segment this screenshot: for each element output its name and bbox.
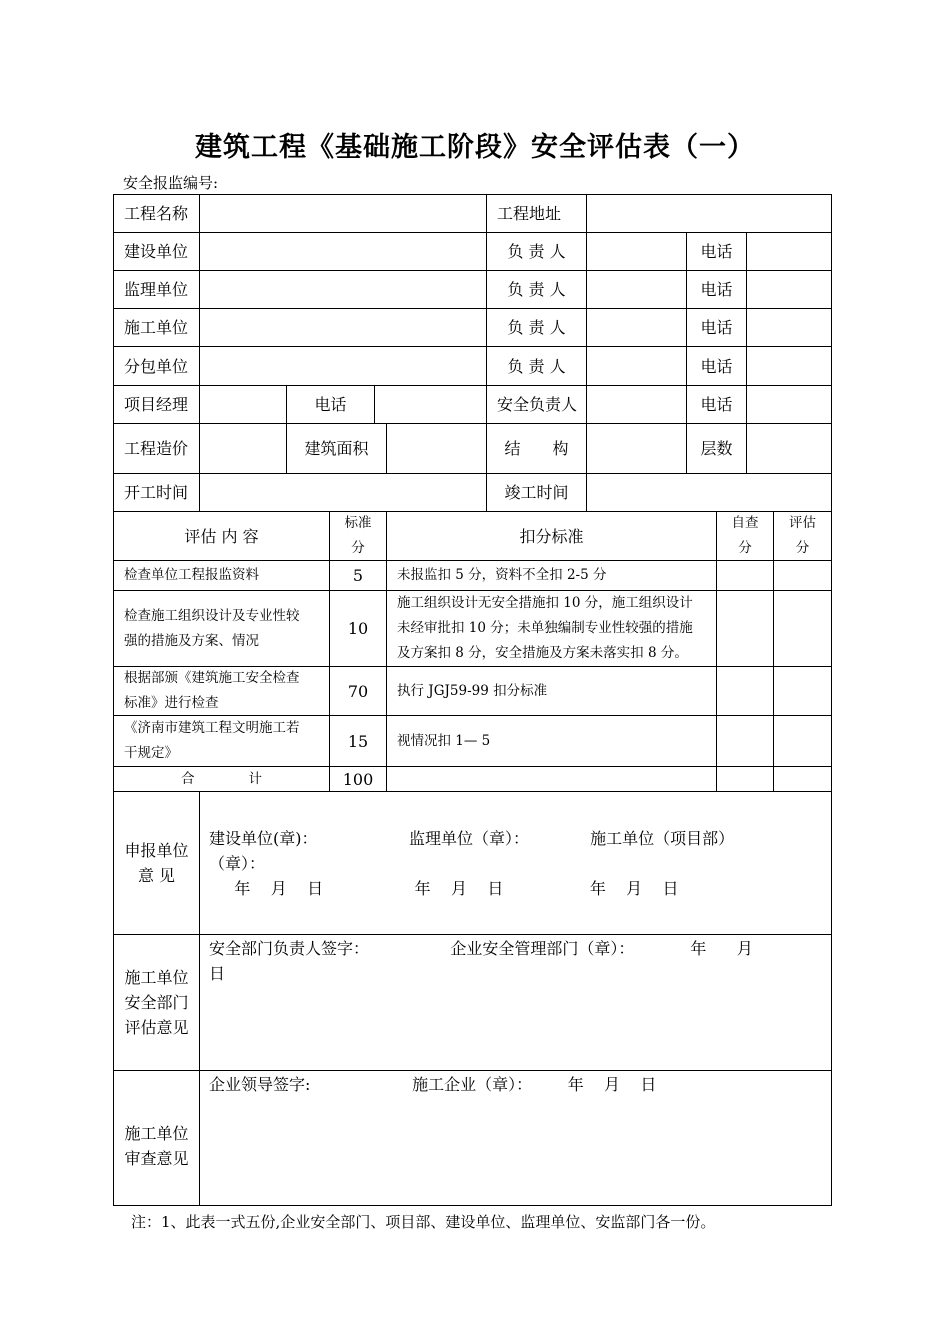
label-supervision-unit: 监理单位 [124,280,189,299]
eval-row-content: 根据部颁《建筑施工安全检查 标准》进行检查 [124,670,300,711]
label-project-address: 工程地址 [497,204,562,223]
eval-row-deduction: 视情况扣 1— 5 [397,732,491,749]
total-label: 合 计 [181,770,262,787]
safety-opinion-label: 施工单位 安全部门 评估意见 [124,968,189,1037]
review-opinion-label: 施工单位 审查意见 [124,1124,189,1168]
page-title: 建筑工程《基础施工阶段》安全评估表（一） [195,132,755,163]
report-number-label: 安全报监编号: [123,174,219,192]
footnote: 注：1、此表一式五份,企业安全部门、项目部、建设单位、监理单位、安监部门各一份。 [131,1213,716,1231]
safety-opinion-line-2: 日 [209,964,226,983]
eval-row-content: 检查单位工程报监资料 [124,567,259,583]
label-person-in-charge: 负 责 人 [507,242,566,261]
eval-row-deduction: 未报监扣 5 分，资料不全扣 2-5 分 [397,567,607,583]
declare-opinion-line-1: 建设单位(章)： 监理单位（章）： 施工单位（项目部） [209,829,735,848]
label-person-in-charge: 负 责 人 [507,318,566,337]
review-opinion-line-1: 企业领导签字: 施工企业（章）： 年 月 日 [209,1075,657,1094]
safety-opinion-line-1: 安全部门负责人签字： 企业安全管理部门（章）： 年 月 [209,939,753,958]
eval-row-deduction: 执行 JGJ59-99 扣分标准 [397,682,548,699]
declare-opinion-dates: 年 月 日 年 月 日 年 月 日 [209,879,679,898]
label-start-time: 开工时间 [124,483,189,502]
label-completion-time: 竣工时间 [504,483,569,502]
label-building-area: 建筑面积 [304,439,369,458]
eval-row-score: 10 [347,619,369,638]
label-construction-unit: 建设单位 [124,242,189,261]
label-person-in-charge: 负 责 人 [507,280,566,299]
label-phone: 电话 [700,356,733,376]
eval-header-content: 评估 内 容 [184,526,259,546]
label-project-manager: 项目经理 [124,395,189,414]
label-phone: 电话 [700,318,733,337]
label-safety-officer: 安全负责人 [497,395,578,414]
label-phone: 电话 [700,242,733,261]
total-score: 100 [342,769,374,789]
declare-opinion-line-2: （章）： [209,854,266,873]
eval-row-score: 70 [347,681,369,701]
eval-row-score: 5 [352,566,364,585]
eval-header-deduction: 扣分标准 [519,526,584,546]
label-structure: 结 构 [504,439,569,458]
eval-row-content: 《济南市建筑工程文明施工若 干规定》 [124,720,300,761]
label-subcontract-unit: 分包单位 [124,356,189,376]
label-floors: 层数 [700,439,733,458]
eval-row-deduction: 施工组织设计无安全措施扣 10 分，施工组织设计 未经审批扣 10 分；未单独编制专业性较强的措施 及方案扣 8 分，安全措施及方案未落实扣 8 分。 [397,595,693,661]
eval-header-standard-score: 标准 分 [344,515,372,556]
eval-header-self-check: 自查 分 [731,515,759,556]
label-project-cost: 工程造价 [124,439,189,458]
label-phone: 电话 [700,395,733,414]
label-person-in-charge: 负 责 人 [507,356,566,376]
label-project-name: 工程名称 [124,204,189,223]
eval-row-content: 检查施工组织设计及专业性较 强的措施及方案、情况 [124,607,300,649]
label-phone: 电话 [314,395,347,414]
declare-opinion-label: 申报单位 意 见 [124,841,189,885]
label-contractor-unit: 施工单位 [124,318,189,337]
label-phone: 电话 [700,280,733,299]
eval-header-eval-score: 评估 分 [789,515,816,556]
eval-row-score: 15 [347,731,369,751]
